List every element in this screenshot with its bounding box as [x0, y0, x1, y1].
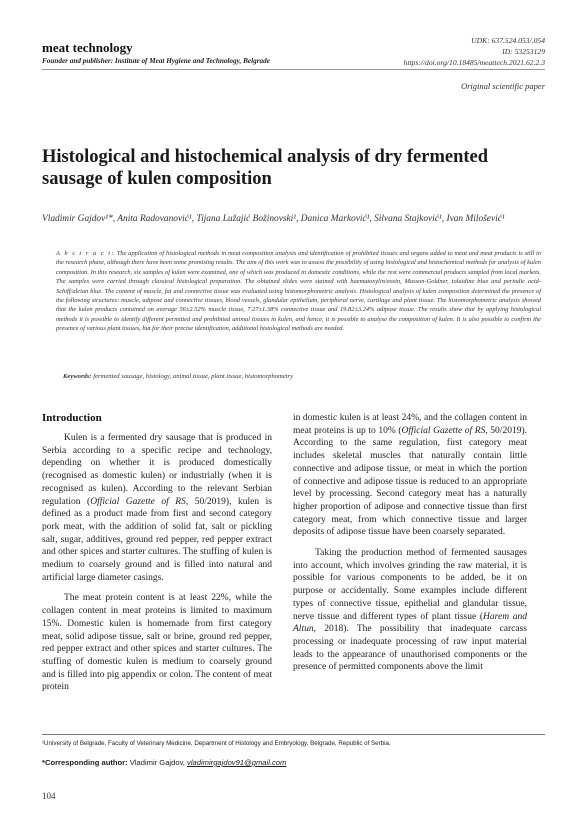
citation: Official Gazette of RS, [401, 425, 488, 436]
section-heading-introduction: Introduction [42, 412, 102, 424]
paragraph: in domestic kulen is at least 24%, and the collagen content in meat proteins is up to 10% (Official Gazette of RS, 50/2019). According to the same regulation, first category meat includes skeletal muscles that naturally contain little connective and adipose tissue, or meat in which the portion of connective and adipose tissue is reduced to an appropriate level by processing. Second category meat has a naturally higher proportion of adipose and connective tissue than first category meat, from which connective tissue and larger deposits of adipose tissue have been coarsely separated. [293, 413, 527, 538]
keywords-text: fermented sausage, histology, animal tissue, plant tissue, histomorphometry [93, 373, 294, 380]
corresponding-name: Vladimir Gajdov, [129, 758, 185, 767]
footnote-divider [42, 734, 545, 735]
citation: Harem and Altun, [293, 611, 527, 635]
text-column-right [293, 412, 527, 674]
corresponding-email-link[interactable]: vladimirgajdov91@gmail.com [187, 758, 287, 767]
publisher-line: Founder and publisher: Institute of Meat Hygiene and Technology, Belgrade [42, 57, 270, 65]
abstract-text: The application of histological methods in meat composition analysis and identification of prohibited tissues and organs added to meat and meat products is still in the research phase, although there have been some promising results. The aim of this work was to assess the possibility of using histological and histochemical methods for analysis of kulen composition. In this research, six samples of kulen were examined, one of which was produced in domestic conditions, while the rest were commercial products sampled from local markets. The samples were carried through classical histological preparation. The obtained slides were stained with haematoxylin/eosin, Masson-Goldner, toluidine blue and periodic acid-Schiff/alcian blue. The content of muscle, fat and connective tissue was evaluated using histomorphometric analysis. Histological analysis of kulen composition determined the presence of the following structures: muscle, adipose and connective tissues, blood vessels, glandular epithelium, peripheral nerve, cartilage and plant tissue. The histomorphometric analysis showed that the kulen products contained on average 56±2.52% muscle tissue, 7.27±1.38% connective tissue and 19.82±3.24% adipose tissue. The results show that by applying histological methods it is possible to identify different permitted and prohibited animal tissues in kulen, and hence, it is possible to analyse the composition of kulen. It is also possible to confirm the presence of various plant tissues, but for their precise identification, additional histological methods are needed. [56, 250, 541, 333]
keywords [63, 373, 543, 380]
page-number: 104 [42, 791, 56, 801]
id-code: ID: 53253129 [502, 47, 545, 56]
journal-name: meat technology [42, 40, 133, 55]
text-column-left [42, 432, 272, 694]
paragraph: Kulen is a fermented dry sausage that is produced in Serbia according to a specific recipe and technology, depending on whether it is produced domestically (recognised as domestic kulen) or industrially (when it is recognised as kulen). According to the relevant Serbian regulation (Official Gazette of RS, 50/2019), kulen is defined as a product made from first and second category pork meat, with the addition of solid fat, salt or pickling salt, sugar, additives, ground red pepper, red pepper extract and other spices and starter cultures. The stuffing of kulen is medium to coarsely ground and is filled into natural and artificial large diameter casings. [42, 433, 272, 583]
abstract-label: A b s t r a c t: [56, 250, 115, 257]
corresponding-label: *Corresponding author: [42, 758, 128, 767]
keywords-label: Keywords: [63, 373, 92, 380]
paper-type: Original scientific paper [460, 81, 545, 91]
corresponding-author [42, 758, 286, 767]
doi-link[interactable]: https://doi.org/10.18485/meattech.2021.62.2.3 [403, 58, 545, 67]
paper-title: Histological and histochemical analysis of dry fermented sausage of kulen composition [42, 147, 489, 189]
affiliation-footnote: ¹University of Belgrade, Faculty of Veterinary Medicine, Department of Histology and Embryology, Belgrade, Republic of Serbia. [42, 740, 391, 747]
udk-code: UDK: 637.524.053/.054 [471, 36, 545, 45]
citation: Official Gazette of RS, [90, 496, 189, 507]
author-list: Vladimir Gajdov¹*, Anita Radovanović¹, Tijana Lužajić Božinovski¹, Danica Marković¹, Silvana Stajković¹, Ivan Milošević¹ [42, 214, 505, 224]
paragraph: Taking the production method of fermented sausages into account, which involves grinding the raw material, it is possible for various components to be added, be it on purpose or accidentally. Some examples include different types of connective tissue, epithelial and glandular tissue, nerve tissue and different types of plant tissue (Harem and Altun, 2018). The possibility that inadequate carcass processing or inadequate processing of raw input material leads to the appearance of unauthorised components or the presence of permitted components above the limit [293, 548, 527, 673]
header-divider [42, 69, 545, 70]
abstract [56, 249, 541, 334]
paragraph: The meat protein content is at least 22%, while the collagen content in meat proteins is limited to maximum 15%. Domestic kulen is homemade from first category meat, solid adipose tissue, salt or brine, ground red pepper, red pepper extract and other spices and starter cultures. The stuffing of domestic kulen is medium to coarsely ground and is filled into pig appendix or colon. The content of meat protein [42, 593, 272, 693]
